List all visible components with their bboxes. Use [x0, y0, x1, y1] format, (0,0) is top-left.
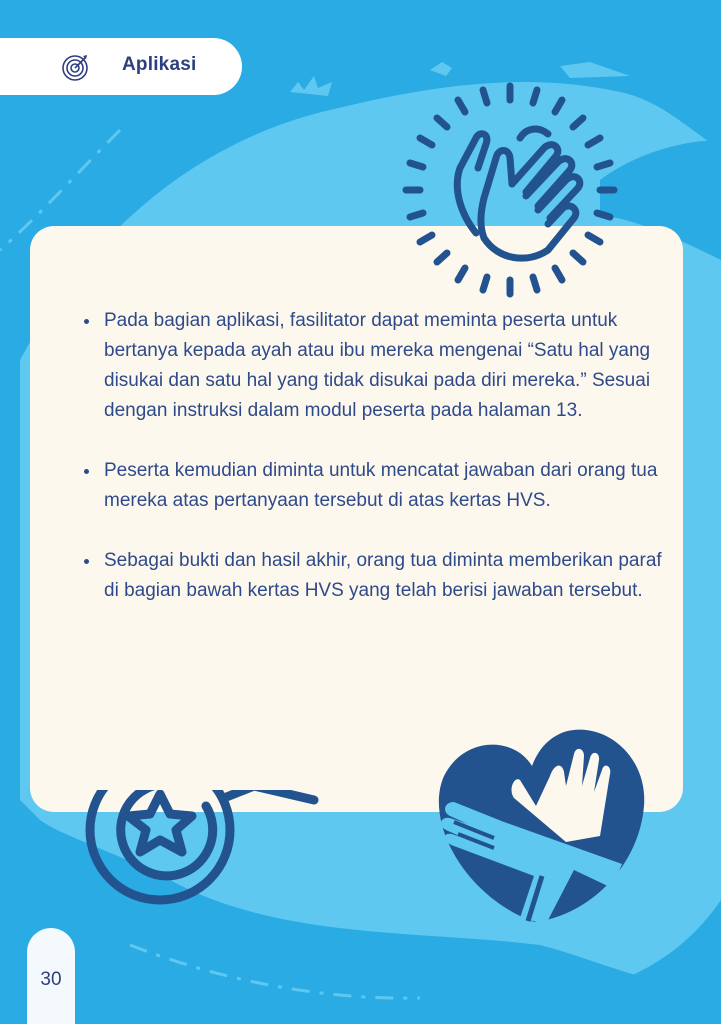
heart-hands-icon — [424, 726, 646, 932]
list-item: Sebagai bukti dan hasil akhir, orang tua diminta memberikan paraf di bagian bawah kertas HVS yang telah berisi jawaban tersebut. — [104, 546, 664, 606]
page-number-tab — [27, 928, 75, 1024]
section-title: Aplikasi — [122, 54, 197, 75]
page-number: 30 — [40, 969, 62, 990]
instruction-list — [104, 306, 664, 636]
list-item: Pada bagian aplikasi, fasilitator dapat meminta peserta untuk bertanya kepada ayah atau ibu mereka mengenai “Satu hal yang disukai dan satu hal yang tidak disukai pada diri mereka.” Sesuai dengan instruksi dalam modul peserta pada halaman 13. — [104, 306, 664, 426]
whistle-star-icon — [84, 790, 324, 915]
section-header — [0, 38, 242, 95]
clapping-hands-icon — [398, 78, 622, 302]
target-icon — [61, 52, 91, 82]
list-item: Peserta kemudian diminta untuk mencatat jawaban dari orang tua mereka atas pertanyaan tersebut di atas kertas HVS. — [104, 456, 664, 516]
